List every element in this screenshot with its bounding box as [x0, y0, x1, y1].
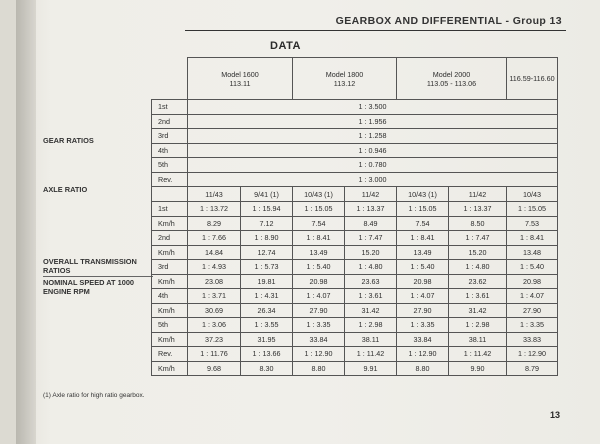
gear-label: 1st — [152, 100, 188, 115]
row-value: 13.48 — [507, 245, 558, 260]
gear-ratio-row — [152, 129, 558, 144]
row-value: 33.84 — [397, 332, 449, 347]
row-value: 30.69 — [188, 303, 241, 318]
row-value: 1 : 4.80 — [345, 260, 397, 275]
row-value: 1 : 13.37 — [345, 202, 397, 217]
row-value: 8.49 — [345, 216, 397, 231]
gear-label: 2nd — [152, 114, 188, 129]
overall-row — [152, 216, 558, 231]
row-value: 12.74 — [241, 245, 293, 260]
model-header-cell — [397, 58, 507, 100]
row-value: 15.20 — [449, 245, 507, 260]
row-value: 1 : 13.37 — [449, 202, 507, 217]
axle-ratio-value: 11/42 — [345, 187, 397, 202]
row-value: 23.63 — [345, 274, 397, 289]
gear-ratio-value: 1 : 3.000 — [188, 172, 558, 187]
model-header-cell — [293, 58, 397, 100]
overall-row — [152, 231, 558, 246]
header-corner — [152, 58, 188, 100]
row-label: 1st — [152, 202, 188, 217]
row-value: 38.11 — [449, 332, 507, 347]
gear-ratio-row — [152, 158, 558, 173]
row-value: 1 : 5.73 — [241, 260, 293, 275]
overall-row — [152, 245, 558, 260]
row-value: 13.49 — [397, 245, 449, 260]
overall-row — [152, 332, 558, 347]
gear-label: 3rd — [152, 129, 188, 144]
gear-ratio-row — [152, 172, 558, 187]
row-value: 7.12 — [241, 216, 293, 231]
row-value: 1 : 15.05 — [293, 202, 345, 217]
row-value: 1 : 2.98 — [449, 318, 507, 333]
page-gutter — [16, 0, 36, 444]
axle-ratio-value: 10/43 (1) — [397, 187, 449, 202]
row-value: 1 : 4.80 — [449, 260, 507, 275]
model-code: 113.12 — [333, 78, 356, 88]
row-value: 27.90 — [507, 303, 558, 318]
row-value: 1 : 11.76 — [188, 347, 241, 362]
row-value: 1 : 3.06 — [188, 318, 241, 333]
row-label: 3rd — [152, 260, 188, 275]
gear-ratio-row — [152, 143, 558, 158]
row-value: 1 : 7.66 — [188, 231, 241, 246]
row-label: Km/h — [152, 274, 188, 289]
axle-ratio-value: 11/42 — [449, 187, 507, 202]
row-value: 9.68 — [188, 361, 241, 376]
model-header-cell — [188, 58, 293, 100]
axle-label-cell — [152, 187, 188, 202]
row-value: 1 : 4.31 — [241, 289, 293, 304]
gear-label: Rev. — [152, 172, 188, 187]
row-value: 23.62 — [449, 274, 507, 289]
overall-row — [152, 361, 558, 376]
axle-ratio-value: 9/41 (1) — [241, 187, 293, 202]
axle-ratio-value: 10/43 (1) — [293, 187, 345, 202]
row-value: 1 : 8.41 — [293, 231, 345, 246]
row-value: 1 : 3.35 — [397, 318, 449, 333]
row-value: 7.54 — [397, 216, 449, 231]
model-name: Model 2000 — [432, 69, 471, 79]
row-label: Rev. — [152, 347, 188, 362]
row-value: 1 : 2.98 — [345, 318, 397, 333]
row-label: Km/h — [152, 361, 188, 376]
row-value: 1 : 8.90 — [241, 231, 293, 246]
page-header: GEARBOX AND DIFFERENTIAL - Group 13 — [335, 15, 562, 27]
row-value: 20.98 — [507, 274, 558, 289]
row-value: 7.53 — [507, 216, 558, 231]
row-value: 31.42 — [449, 303, 507, 318]
row-value: 27.90 — [293, 303, 345, 318]
row-value: 1 : 13.72 — [188, 202, 241, 217]
row-value: 14.84 — [188, 245, 241, 260]
gear-ratio-row — [152, 114, 558, 129]
row-label: 5th — [152, 318, 188, 333]
row-value: 1 : 8.41 — [397, 231, 449, 246]
gear-ratio-value: 1 : 0.780 — [188, 158, 558, 173]
row-value: 8.80 — [397, 361, 449, 376]
row-value: 1 : 3.61 — [345, 289, 397, 304]
gear-ratios-label: GEAR RATIOS — [43, 136, 94, 145]
row-value: 7.54 — [293, 216, 345, 231]
row-value: 1 : 3.71 — [188, 289, 241, 304]
row-value: 1 : 4.07 — [293, 289, 345, 304]
row-value: 13.49 — [293, 245, 345, 260]
overall-row — [152, 274, 558, 289]
section-title: DATA — [270, 40, 301, 52]
row-value: 8.79 — [507, 361, 558, 376]
row-value: 37.23 — [188, 332, 241, 347]
row-value: 1 : 15.05 — [507, 202, 558, 217]
row-label: 2nd — [152, 231, 188, 246]
row-label: Km/h — [152, 303, 188, 318]
row-value: 1 : 13.66 — [241, 347, 293, 362]
row-value: 1 : 15.05 — [397, 202, 449, 217]
overall-row — [152, 289, 558, 304]
header-rule — [185, 30, 566, 31]
row-label: 4th — [152, 289, 188, 304]
row-value: 26.34 — [241, 303, 293, 318]
overall-row — [152, 347, 558, 362]
row-value: 1 : 11.42 — [449, 347, 507, 362]
overall-row — [152, 318, 558, 333]
model-name: Model 1800 — [325, 69, 364, 79]
row-value: 8.80 — [293, 361, 345, 376]
row-value: 1 : 7.47 — [449, 231, 507, 246]
row-value: 8.29 — [188, 216, 241, 231]
overall-transmission-label: OVERALL TRANSMISSION RATIOS — [43, 257, 137, 275]
row-value: 1 : 12.90 — [293, 347, 345, 362]
row-label: Km/h — [152, 332, 188, 347]
row-label: Km/h — [152, 245, 188, 260]
row-value: 1 : 4.07 — [397, 289, 449, 304]
gear-ratio-value: 1 : 1.258 — [188, 129, 558, 144]
row-value: 8.30 — [241, 361, 293, 376]
gear-label: 4th — [152, 143, 188, 158]
left-divider — [43, 276, 153, 277]
model-code: 113.05 - 113.06 — [426, 78, 477, 88]
row-value: 8.50 — [449, 216, 507, 231]
row-value: 9.91 — [345, 361, 397, 376]
row-value: 1 : 5.40 — [397, 260, 449, 275]
page-number: 13 — [549, 410, 560, 420]
nominal-speed-label: NOMINAL SPEED AT 1000 ENGINE RPM — [43, 278, 135, 296]
row-value: 1 : 11.42 — [345, 347, 397, 362]
axle-ratio-value: 11/43 — [188, 187, 241, 202]
row-value: 23.08 — [188, 274, 241, 289]
gear-ratio-value: 1 : 3.500 — [188, 100, 558, 115]
gear-ratio-value: 1 : 1.956 — [188, 114, 558, 129]
row-value: 9.90 — [449, 361, 507, 376]
gear-ratio-row — [152, 100, 558, 115]
model-header-row — [152, 58, 558, 100]
model-header-cell — [507, 58, 558, 100]
gear-ratio-value: 1 : 0.946 — [188, 143, 558, 158]
row-value: 15.20 — [345, 245, 397, 260]
row-value: 33.84 — [293, 332, 345, 347]
row-value: 1 : 8.41 — [507, 231, 558, 246]
row-value: 1 : 4.93 — [188, 260, 241, 275]
overall-row — [152, 303, 558, 318]
row-value: 19.81 — [241, 274, 293, 289]
row-value: 1 : 15.94 — [241, 202, 293, 217]
model-code: 113.11 — [229, 78, 251, 88]
gear-label: 5th — [152, 158, 188, 173]
row-value: 1 : 3.55 — [241, 318, 293, 333]
axle-ratio-row — [152, 187, 558, 202]
row-value: 1 : 4.07 — [507, 289, 558, 304]
axle-ratio-label: AXLE RATIO — [43, 185, 88, 194]
model-name: Model 1600 — [221, 69, 259, 79]
overall-row — [152, 260, 558, 275]
row-value: 1 : 3.35 — [293, 318, 345, 333]
row-value: 27.90 — [397, 303, 449, 318]
row-value: 1 : 7.47 — [345, 231, 397, 246]
row-value: 33.83 — [507, 332, 558, 347]
row-value: 1 : 12.90 — [397, 347, 449, 362]
row-value: 31.42 — [345, 303, 397, 318]
model-code: 116.59-116.60 — [509, 74, 555, 83]
row-value: 20.98 — [397, 274, 449, 289]
row-value: 31.95 — [241, 332, 293, 347]
data-table — [151, 57, 558, 376]
footnote: (1) Axle ratio for high ratio gearbox. — [43, 392, 145, 399]
axle-ratio-value: 10/43 — [507, 187, 558, 202]
row-value: 1 : 5.40 — [507, 260, 558, 275]
row-value: 20.98 — [293, 274, 345, 289]
row-value: 1 : 5.40 — [293, 260, 345, 275]
row-label: Km/h — [152, 216, 188, 231]
row-value: 1 : 3.61 — [449, 289, 507, 304]
row-value: 1 : 12.90 — [507, 347, 558, 362]
row-value: 38.11 — [345, 332, 397, 347]
row-value: 1 : 3.35 — [507, 318, 558, 333]
overall-row — [152, 202, 558, 217]
